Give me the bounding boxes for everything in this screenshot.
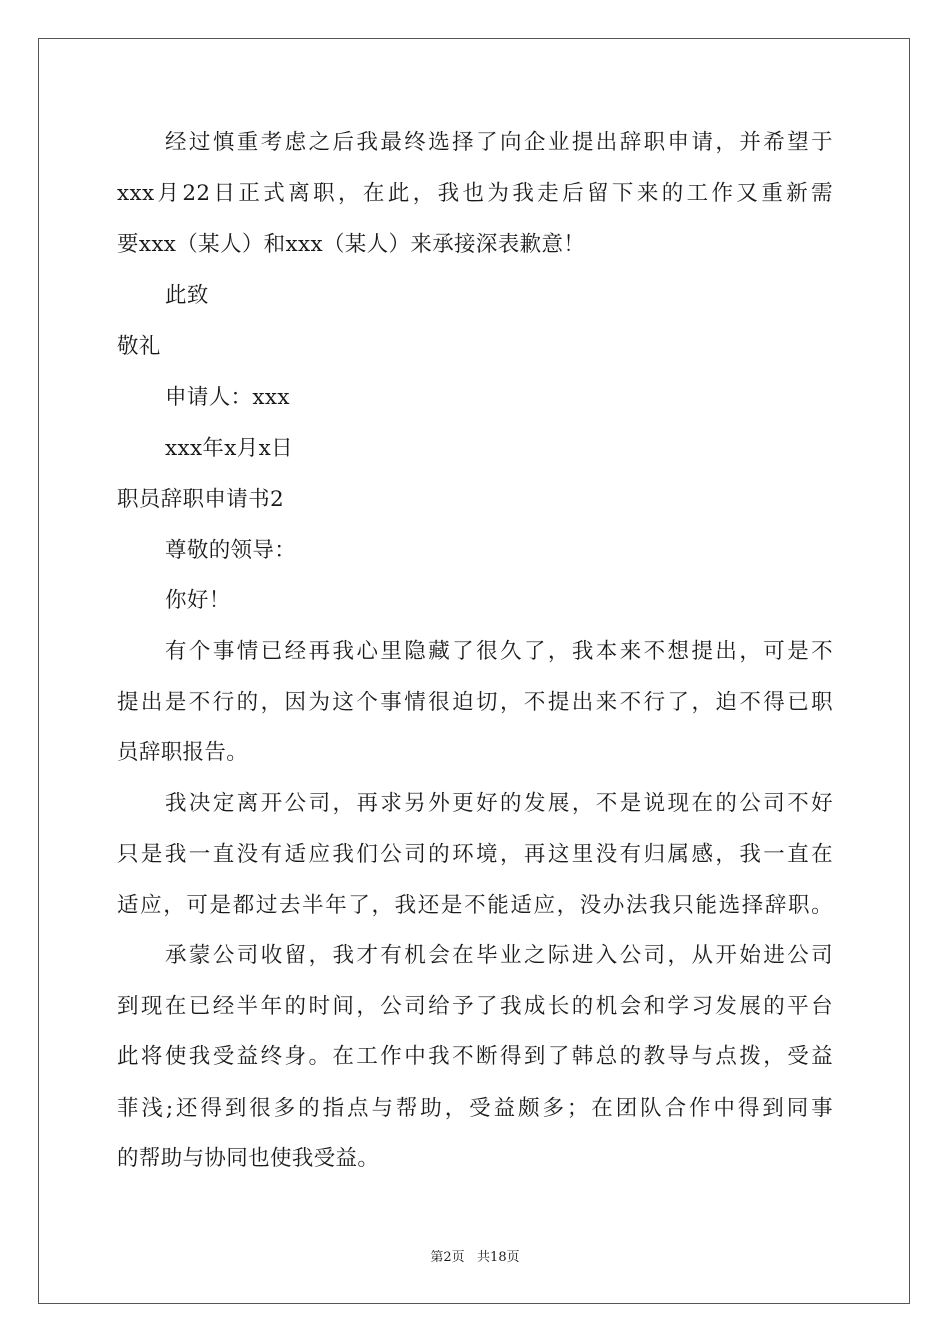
paragraph-line: xxx月22日正式离职，在此，我也为我走后留下来的工作又重新需 [117, 181, 833, 206]
greeting-hello: 你好！ [165, 588, 231, 613]
paragraph-line: 有个事情已经再我心里隐藏了很久了，我本来不想提出，可是不 [165, 639, 833, 664]
paragraph-line: 菲浅;还得到很多的指点与帮助，受益颇多；在团队合作中得到同事 [117, 1096, 833, 1121]
paragraph-line: 要xxx（某人）和xxx（某人）来承接深表歉意！ [117, 232, 586, 257]
signature-date: xxx年x月x日 [165, 436, 293, 461]
paragraph-line: 适应，可是都过去半年了，我还是不能适应，没办法我只能选择辞职。 [117, 893, 833, 918]
greeting: 尊敬的领导： [165, 538, 297, 563]
paragraph-line: 提出是不行的，因为这个事情很迫切，不提出来不行了，迫不得已职 [117, 690, 833, 715]
paragraph-line: 只是我一直没有适应我们公司的环境，再这里没有归属感，我一直在 [117, 842, 833, 867]
page-number-footer: 第2页 共18页 [430, 1250, 520, 1265]
paragraph-line: 此将使我受益终身。在工作中我不断得到了韩总的教导与点拨，受益 [117, 1044, 833, 1069]
closing-salutation: 此致 [165, 283, 209, 308]
paragraph-line: 员辞职报告。 [117, 740, 249, 765]
paragraph-line: 承蒙公司收留，我才有机会在毕业之际进入公司，从开始进公司 [165, 943, 833, 968]
paragraph-line: 经过慎重考虑之后我最终选择了向企业提出辞职申请，并希望于 [165, 130, 833, 155]
section-title: 职员辞职申请书2 [117, 487, 284, 512]
paragraph-line: 的帮助与协同也使我受益。 [117, 1146, 380, 1171]
paragraph-line: 到现在已经半年的时间，公司给予了我成长的机会和学习发展的平台 [117, 994, 833, 1019]
closing-regards: 敬礼 [117, 334, 161, 359]
applicant-signature: 申请人：xxx [165, 385, 290, 410]
paragraph-line: 我决定离开公司，再求另外更好的发展，不是说现在的公司不好 [165, 791, 833, 816]
